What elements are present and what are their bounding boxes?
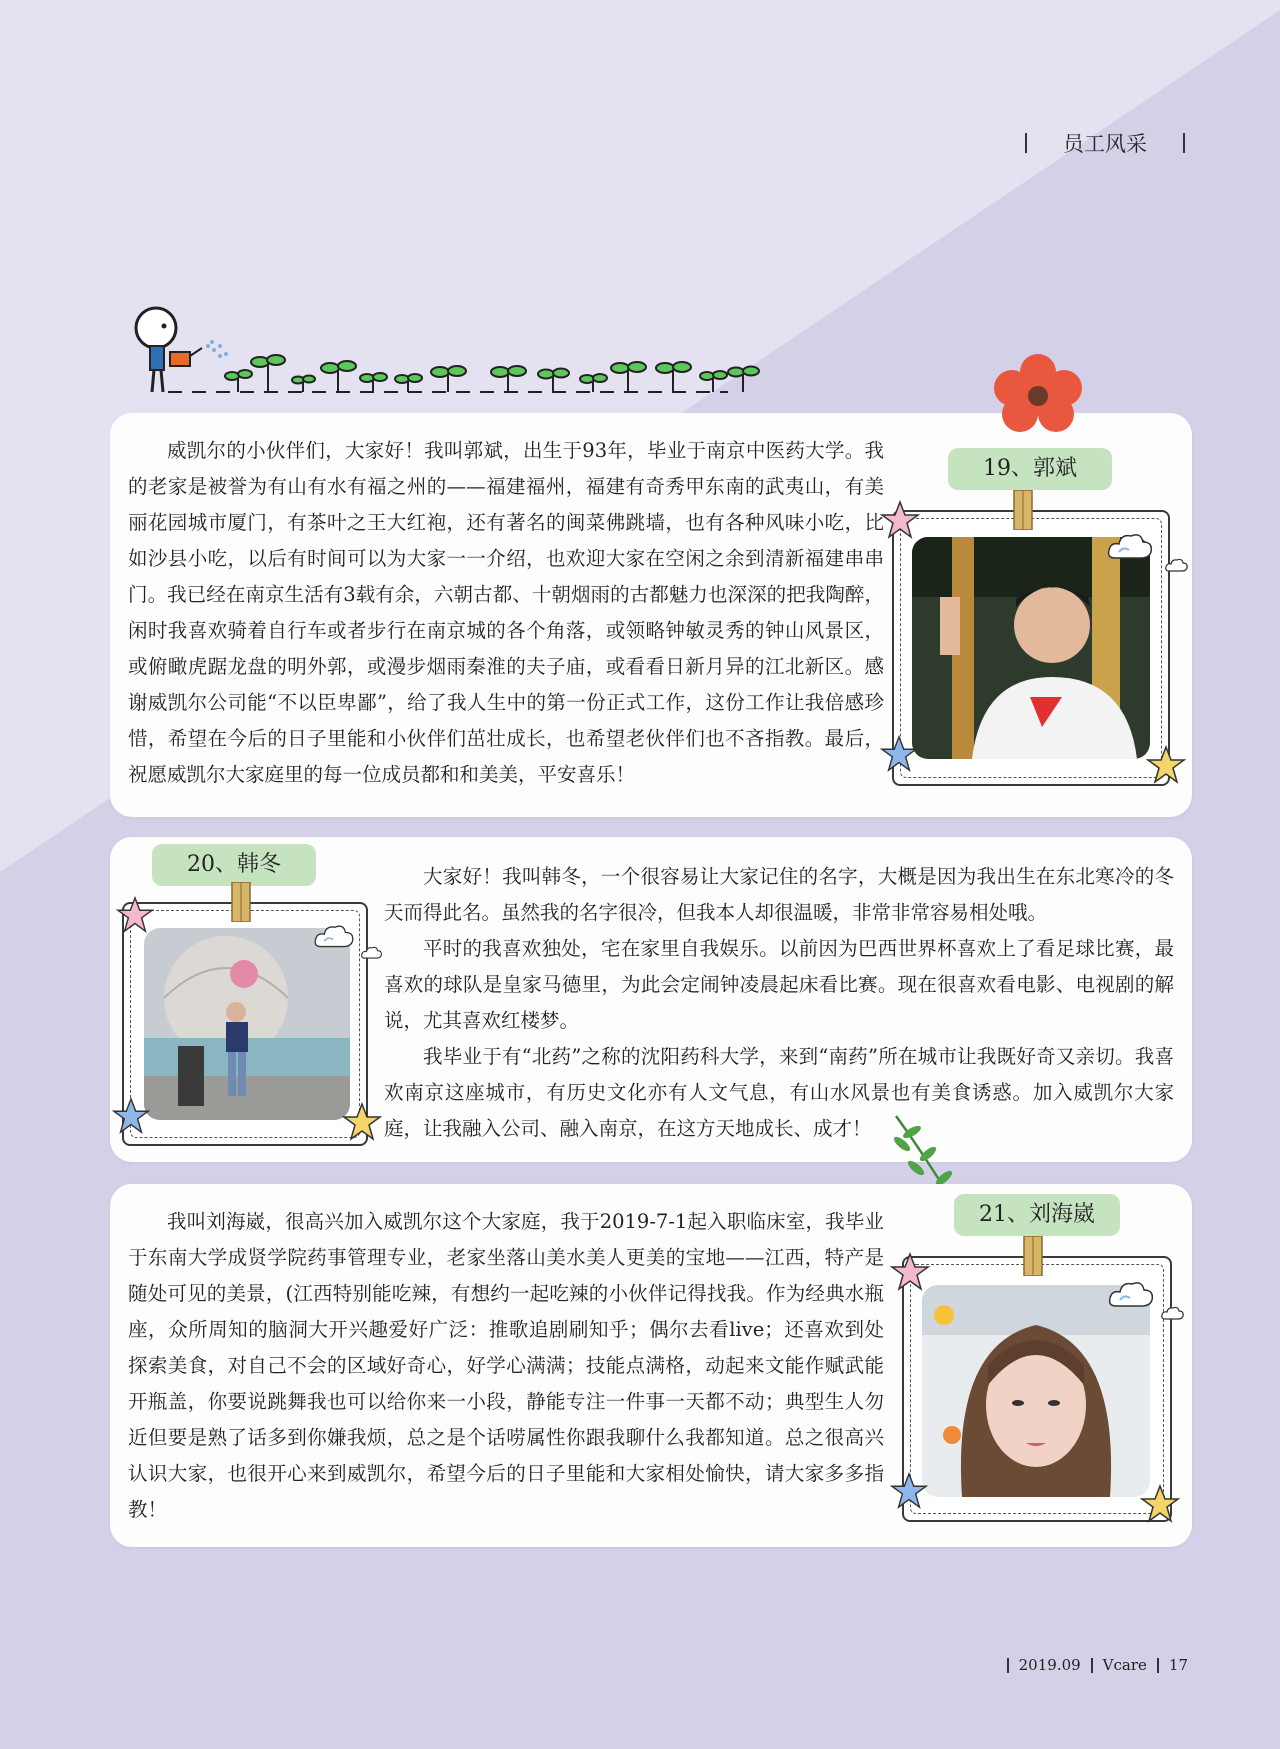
star-icon — [116, 896, 154, 934]
page-number: 17 — [1168, 1656, 1188, 1674]
profile-photo-handong — [144, 928, 350, 1120]
star-icon — [880, 500, 920, 540]
star-icon — [880, 735, 918, 773]
profile-text — [128, 433, 884, 793]
header-divider — [1025, 133, 1027, 153]
footer-divider — [1091, 1658, 1093, 1673]
watering-sprouts-illustration — [128, 300, 768, 400]
star-icon — [890, 1252, 930, 1292]
profile-name-tag: 20、韩冬 — [152, 844, 316, 886]
cloud-icon — [312, 920, 356, 952]
clip-icon — [1008, 490, 1038, 530]
flower-icon — [990, 352, 1086, 438]
profile-text — [128, 1204, 884, 1528]
star-icon — [342, 1102, 382, 1142]
star-icon — [890, 1472, 928, 1510]
clip-icon — [226, 882, 256, 922]
footer-divider — [1007, 1658, 1009, 1673]
profile-paragraph: 我叫刘海崴，很高兴加入威凯尔这个大家庭，我于2019-7-1起入职临床室，我毕业于东南大学成贤学院药事管理专业，老家坐落山美水美人更美的宝地——江西，特产是随处可见的美景，(江西特别能吃辣，有想约一起吃辣的小伙伴记得找我。作为经典水瓶座，众所周知的脑洞大开兴趣爱好广泛：推歌追剧刷知乎；偶尔去看live；还喜欢到处探索美食，对自己不会的区域好奇心，好学心满满；技能点满格，动起来文能作赋武能开瓶盖，你要说跳舞我也可以给你来一小段，静能专注一件事一天都不动；典型生人勿近但要是熟了话多到你嫌我烦，总之是个话唠属性你跟我聊什么我都知道。总之很高兴认识大家，也很开心来到威凯尔，希望今后的日子里能和大家相处愉快，请大家多多指教！ — [128, 1210, 884, 1521]
cloud-icon — [1106, 1276, 1156, 1312]
profile-paragraph: 我毕业于有“北药”之称的沈阳药科大学，来到“南药”所在城市让我既好奇又亲切。我喜欢南京这座城市，有历史文化亦有人文气息，有山水风景也有美食诱惑。加入威凯尔大家庭，让我融入公司、融入南京，在这方天地成长、成才！ — [384, 1045, 1174, 1140]
profile-paragraph: 威凯尔的小伙伴们，大家好！我叫郭斌，出生于93年，毕业于南京中医药大学。我的老家是被誉为有山有水有福之州的——福建福州，福建有奇秀甲东南的武夷山，有美丽花园城市厦门，有茶叶之王大红袍，还有著名的闽菜佛跳墙，也有各种风味小吃，比如沙县小吃，以后有时间可以为大家一一介绍，也欢迎大家在空闲之余到清新福建串串门。我已经在南京生活有3载有余，六朝古都、十朝烟雨的古都魅力也深深的把我陶醉，闲时我喜欢骑着自行车或者步行在南京城的各个角落，或领略钟敏灵秀的钟山风景区，或俯瞰虎踞龙盘的明外郭，或漫步烟雨秦淮的夫子庙，或看看日新月异的江北新区。感谢威凯尔公司能“不以臣卑鄙”，给了我人生中的第一份正式工作，这份工作让我倍感珍惜，希望在今后的日子里能和小伙伴们茁壮成长，也希望老伙伴们也不吝指教。最后，祝愿威凯尔大家庭里的每一位成员都和和美美，平安喜乐！ — [128, 439, 884, 786]
cloud-icon — [1164, 556, 1190, 574]
cloud-icon — [360, 944, 384, 961]
profile-name-tag: 19、郭斌 — [948, 448, 1112, 490]
footer-divider — [1157, 1658, 1159, 1673]
section-title: 员工风采 — [1063, 132, 1147, 156]
profile-photo-liuhaiwei — [922, 1285, 1150, 1497]
star-icon — [1146, 745, 1186, 785]
star-icon — [1140, 1484, 1180, 1524]
issue-date: 2019.09 — [1018, 1656, 1081, 1674]
cloud-icon — [1160, 1304, 1186, 1322]
cloud-icon — [1105, 528, 1155, 564]
magazine-name: Vcare — [1102, 1656, 1147, 1674]
section-header — [1025, 128, 1185, 158]
clip-icon — [1018, 1236, 1048, 1276]
header-divider — [1183, 133, 1185, 153]
profile-text — [384, 859, 1174, 1147]
profile-photo-guobin — [912, 537, 1150, 759]
profile-name-tag: 21、刘海崴 — [954, 1194, 1120, 1236]
profile-paragraph: 大家好！我叫韩冬，一个很容易让大家记住的名字，大概是因为我出生在东北寒冷的冬天而得此名。虽然我的名字很冷，但我本人却很温暖，非常非常容易相处哦。 — [384, 865, 1174, 924]
page-footer — [1007, 1656, 1188, 1674]
star-icon — [112, 1097, 150, 1135]
profile-paragraph: 平时的我喜欢独处，宅在家里自我娱乐。以前因为巴西世界杯喜欢上了看足球比赛，最喜欢的球队是皇家马德里，为此会定闹钟凌晨起床看比赛。现在很喜欢看电影、电视剧的解说，尤其喜欢红楼梦。 — [384, 937, 1174, 1032]
